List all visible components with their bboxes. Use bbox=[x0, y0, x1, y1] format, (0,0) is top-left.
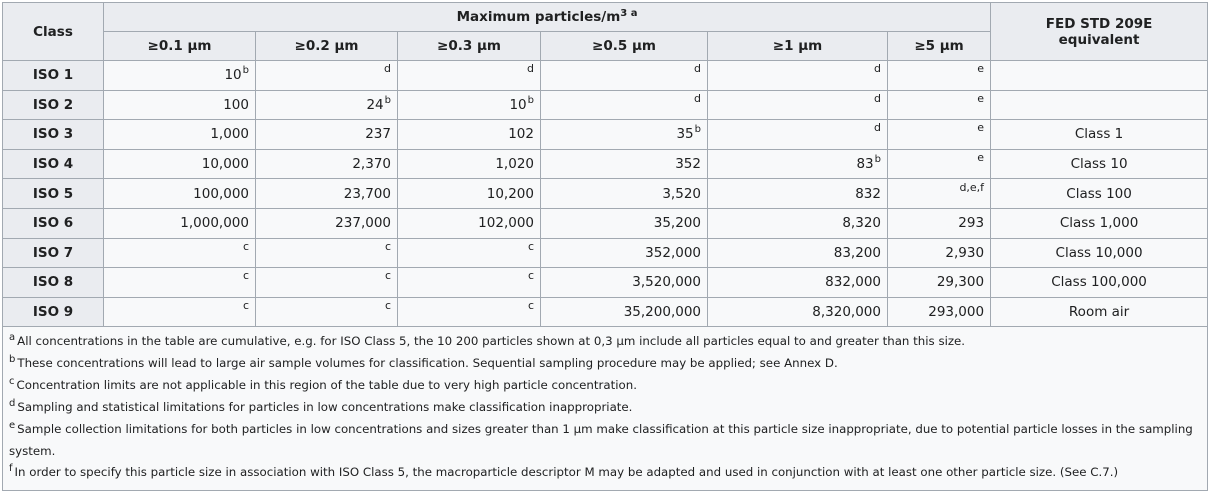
particle-limit-cell bbox=[541, 208, 708, 238]
footnote-mark: f bbox=[9, 463, 13, 475]
cell-value: 1,020 bbox=[495, 156, 534, 173]
particle-limit-cell bbox=[256, 179, 398, 209]
cell-value: 1,000,000 bbox=[180, 215, 249, 232]
cell-footnote-mark: c bbox=[384, 299, 391, 313]
particle-limit-cell bbox=[708, 120, 888, 150]
particle-limit-cell bbox=[708, 297, 888, 327]
cell-value: 102,000 bbox=[478, 215, 534, 232]
cell-footnote-mark: c bbox=[384, 269, 391, 283]
particle-limit-cell bbox=[398, 90, 541, 120]
cell-value: 352 bbox=[675, 156, 701, 173]
particle-limit-cell bbox=[104, 179, 256, 209]
column-header-fed-std: FED STD 209E equivalent bbox=[991, 3, 1208, 61]
particle-limit-cell bbox=[708, 268, 888, 298]
particle-limit-cell bbox=[888, 238, 991, 268]
particle-limit-cell bbox=[708, 238, 888, 268]
cell-value: 35,200,000 bbox=[623, 304, 701, 321]
particle-limit-cell bbox=[256, 120, 398, 150]
table-row bbox=[3, 297, 1208, 327]
cell-value: 3,520,000 bbox=[632, 274, 701, 291]
particle-limit-cell bbox=[398, 238, 541, 268]
fed-std-equivalent-cell: Class 1,000 bbox=[991, 208, 1208, 238]
particle-limit-cell bbox=[256, 268, 398, 298]
cell-value: 8,320,000 bbox=[812, 304, 881, 321]
column-header-size: ≥0.3 µm bbox=[398, 32, 541, 61]
cell-value: 237,000 bbox=[335, 215, 391, 232]
particle-limit-cell bbox=[398, 179, 541, 209]
cell-footnote-mark: e bbox=[977, 91, 985, 105]
table-row bbox=[3, 61, 1208, 91]
cell-footnote-mark: c bbox=[242, 239, 249, 253]
footnote bbox=[9, 353, 1201, 375]
cell-value: 29,300 bbox=[936, 274, 985, 291]
header-row-top bbox=[3, 3, 1208, 32]
cell-value: 832 bbox=[855, 185, 881, 202]
footnotes-row bbox=[3, 327, 1208, 491]
particle-limit-cell bbox=[541, 297, 708, 327]
table-row bbox=[3, 149, 1208, 179]
particle-limit-cell bbox=[398, 297, 541, 327]
cell-value: 2,370 bbox=[352, 156, 391, 173]
particle-limit-cell bbox=[256, 208, 398, 238]
cell-footnote-mark: c bbox=[384, 239, 391, 253]
particle-limit-cell bbox=[541, 179, 708, 209]
cell-footnote-mark: c bbox=[527, 299, 534, 313]
cell-footnote-mark: d bbox=[874, 62, 881, 76]
cell-value: 10$^b$ bbox=[509, 94, 534, 113]
footnote-mark: e bbox=[9, 420, 16, 432]
footnote bbox=[9, 419, 1201, 462]
footnotes-cell bbox=[3, 327, 1208, 491]
particle-limit-cell bbox=[888, 90, 991, 120]
column-header-size: ≥0.2 µm bbox=[256, 32, 398, 61]
footnote-text: In order to specify this particle size in association with ISO Class 5, the macroparticle descriptor M may be adapted and used in conjunction with at least one other particle size. (See C.7.) bbox=[14, 465, 1119, 480]
table-row bbox=[3, 208, 1208, 238]
particle-limit-cell bbox=[256, 149, 398, 179]
cell-footnote-mark: d bbox=[874, 121, 881, 135]
particle-limit-cell bbox=[888, 179, 991, 209]
particle-limit-cell bbox=[888, 149, 991, 179]
fed-std-equivalent-cell bbox=[991, 61, 1208, 91]
header-superscript: 3 a bbox=[620, 8, 638, 19]
cell-value: 100,000 bbox=[193, 185, 249, 202]
particle-limit-cell bbox=[256, 297, 398, 327]
particle-limit-cell bbox=[541, 90, 708, 120]
particle-limit-cell bbox=[888, 61, 991, 91]
fed-std-equivalent-cell bbox=[991, 90, 1208, 120]
particle-limit-cell bbox=[708, 149, 888, 179]
particle-limit-cell bbox=[256, 61, 398, 91]
particle-limit-cell bbox=[104, 268, 256, 298]
cell-footnote-mark: b bbox=[874, 154, 881, 166]
cell-value: 3,520 bbox=[662, 185, 701, 202]
cell-footnote-mark: d bbox=[527, 62, 534, 76]
particle-limit-cell bbox=[104, 297, 256, 327]
cell-value: 100 bbox=[223, 96, 249, 113]
cell-value: 8,320 bbox=[842, 215, 881, 232]
particle-limit-cell bbox=[888, 268, 991, 298]
cell-footnote-mark: b bbox=[242, 65, 249, 77]
cell-value: 352,000 bbox=[645, 244, 701, 261]
cell-value: 10,000 bbox=[201, 156, 249, 173]
row-header-iso-class: ISO 7 bbox=[3, 238, 104, 268]
cell-footnote-mark: d bbox=[694, 62, 701, 76]
table-row bbox=[3, 120, 1208, 150]
column-header-size: ≥0.5 µm bbox=[541, 32, 708, 61]
column-header-size: ≥0.1 µm bbox=[104, 32, 256, 61]
particle-limit-cell bbox=[398, 120, 541, 150]
cell-footnote-mark: d bbox=[874, 91, 881, 105]
cell-value: 10$^b$ bbox=[224, 65, 249, 84]
particle-limit-cell bbox=[708, 61, 888, 91]
particle-limit-cell bbox=[541, 61, 708, 91]
table-row bbox=[3, 268, 1208, 298]
cell-value: 35,200 bbox=[653, 215, 701, 232]
row-header-iso-class: ISO 2 bbox=[3, 90, 104, 120]
footnote-text: Concentration limits are not applicable in this region of the table due to very high particle concentration. bbox=[16, 378, 637, 393]
column-header-max-particles: Maximum particles/$m^{3 a}$ bbox=[104, 3, 991, 32]
cell-footnote-mark: c bbox=[242, 299, 249, 313]
cell-footnote-mark: e bbox=[977, 151, 985, 165]
particle-limit-cell bbox=[398, 149, 541, 179]
particle-limit-cell bbox=[398, 208, 541, 238]
footnote-mark: d bbox=[9, 398, 16, 410]
fed-std-equivalent-cell: Class 10,000 bbox=[991, 238, 1208, 268]
cell-value: 293 bbox=[958, 215, 985, 232]
cell-value: 293,000 bbox=[928, 304, 985, 321]
particle-limit-cell bbox=[708, 208, 888, 238]
particle-limit-cell bbox=[541, 238, 708, 268]
fed-std-equivalent-cell: Class 10 bbox=[991, 149, 1208, 179]
cell-value: 102 bbox=[508, 126, 534, 143]
fed-std-equivalent-cell: Room air bbox=[991, 297, 1208, 327]
row-header-iso-class: ISO 6 bbox=[3, 208, 104, 238]
footnote bbox=[9, 397, 1201, 419]
footnote bbox=[9, 331, 1201, 353]
particle-limit-cell bbox=[104, 61, 256, 91]
particle-limit-cell bbox=[541, 149, 708, 179]
footnote-text: All concentrations in the table are cumulative, e.g. for ISO Class 5, the 10 200 particles shown at 0,3 µm include all particles equal to and greater than this size. bbox=[17, 334, 966, 349]
table-row bbox=[3, 90, 1208, 120]
cell-value: 10,200 bbox=[486, 185, 534, 202]
table-body bbox=[3, 61, 1208, 491]
cell-footnote-mark: b bbox=[384, 94, 391, 106]
cell-value: 23,700 bbox=[343, 185, 391, 202]
cleanroom-classes-table bbox=[2, 2, 1208, 491]
fed-std-equivalent-cell: Class 100 bbox=[991, 179, 1208, 209]
particle-limit-cell bbox=[708, 179, 888, 209]
particle-limit-cell bbox=[888, 297, 991, 327]
cell-footnote-mark: e bbox=[977, 62, 985, 76]
footnote bbox=[9, 462, 1201, 484]
table-row bbox=[3, 179, 1208, 209]
cell-value: 24$^b$ bbox=[366, 94, 391, 113]
column-header-size: ≥5 µm bbox=[888, 32, 991, 61]
particle-limit-cell bbox=[398, 61, 541, 91]
particle-limit-cell bbox=[104, 120, 256, 150]
row-header-iso-class: ISO 1 bbox=[3, 61, 104, 91]
cell-footnote-mark: c bbox=[242, 269, 249, 283]
row-header-iso-class: ISO 5 bbox=[3, 179, 104, 209]
particle-limit-cell bbox=[398, 268, 541, 298]
particle-limit-cell bbox=[104, 238, 256, 268]
cell-value: 83$^b$ bbox=[856, 154, 881, 173]
footnote-mark: a bbox=[9, 332, 16, 344]
cell-value: 2,930 bbox=[945, 244, 985, 261]
row-header-iso-class: ISO 9 bbox=[3, 297, 104, 327]
cell-footnote-mark: b bbox=[694, 124, 701, 136]
column-header-class: Class bbox=[3, 3, 104, 61]
particle-limit-cell bbox=[256, 90, 398, 120]
particle-limit-cell bbox=[541, 268, 708, 298]
cell-footnote-mark: d bbox=[384, 62, 391, 76]
table-row bbox=[3, 238, 1208, 268]
footnote-mark: b bbox=[9, 354, 16, 366]
cell-footnote-mark: b bbox=[527, 94, 534, 106]
cell-value: 1,000 bbox=[210, 126, 249, 143]
particle-limit-cell bbox=[888, 208, 991, 238]
particle-limit-cell bbox=[708, 90, 888, 120]
particle-limit-cell bbox=[256, 238, 398, 268]
cell-footnote-mark: d,e,f bbox=[959, 180, 985, 194]
cell-footnote-mark: c bbox=[527, 269, 534, 283]
footnote bbox=[9, 375, 1201, 397]
fed-std-equivalent-cell: Class 1 bbox=[991, 120, 1208, 150]
particle-limit-cell bbox=[104, 90, 256, 120]
footnote-text: Sampling and statistical limitations for particles in low concentrations make classification inappropriate. bbox=[17, 400, 633, 415]
particle-limit-cell bbox=[104, 149, 256, 179]
cell-footnote-mark: d bbox=[694, 91, 701, 105]
cell-footnote-mark: e bbox=[977, 121, 985, 135]
column-header-size: ≥1 µm bbox=[708, 32, 888, 61]
row-header-iso-class: ISO 4 bbox=[3, 149, 104, 179]
particle-limit-cell bbox=[888, 120, 991, 150]
particle-limit-cell bbox=[541, 120, 708, 150]
row-header-iso-class: ISO 3 bbox=[3, 120, 104, 150]
cell-value: 832,000 bbox=[825, 274, 881, 291]
fed-std-equivalent-cell: Class 100,000 bbox=[991, 268, 1208, 298]
row-header-iso-class: ISO 8 bbox=[3, 268, 104, 298]
cell-value: 83,200 bbox=[833, 244, 881, 261]
footnote-text: Sample collection limitations for both particles in low concentrations and sizes greater than 1 µm make classification at this particle size inappropriate, due to potential particle losses in the sampling system. bbox=[9, 422, 1193, 459]
cell-footnote-mark: c bbox=[527, 239, 534, 253]
cell-value: 35$^b$ bbox=[676, 124, 701, 143]
cell-value: 237 bbox=[365, 126, 391, 143]
footnote-text: These concentrations will lead to large air sample volumes for classification. Sequential sampling procedure may be applied; see Annex D. bbox=[17, 356, 838, 371]
particle-limit-cell bbox=[104, 208, 256, 238]
footnote-mark: c bbox=[9, 376, 15, 388]
